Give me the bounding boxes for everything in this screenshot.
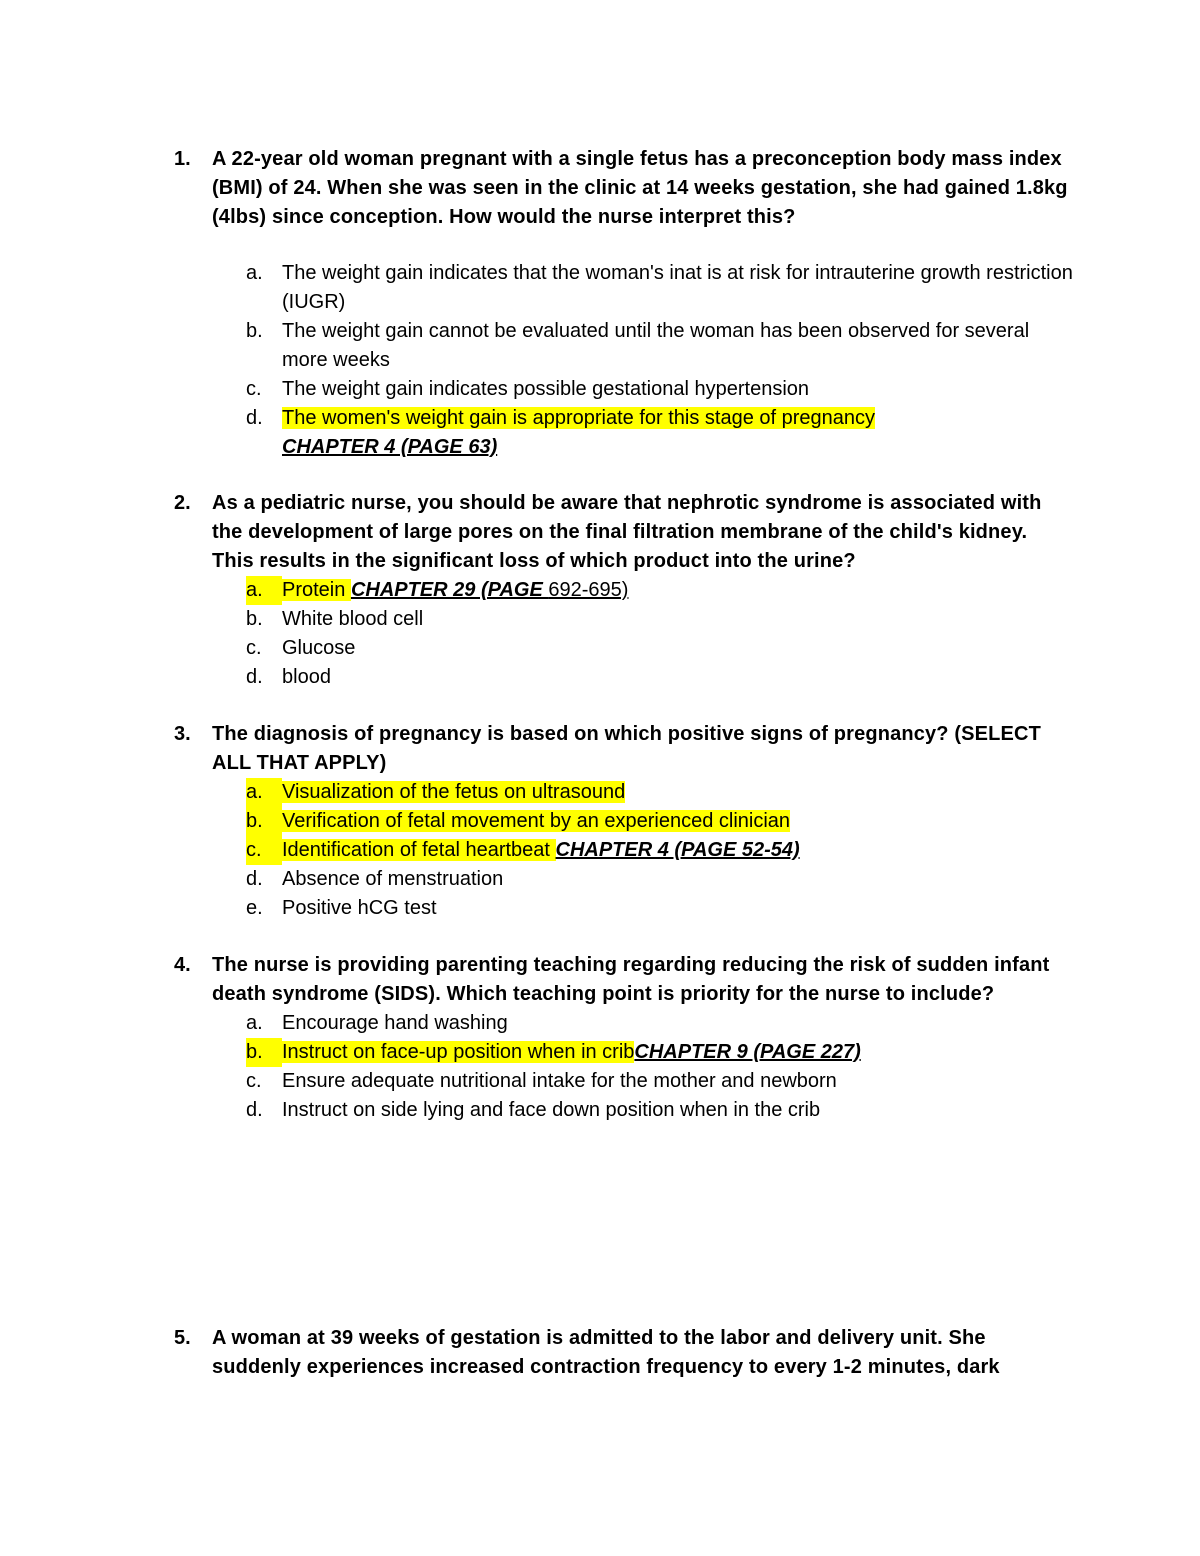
- answer-option: [246, 605, 1074, 634]
- option-letter: b.: [246, 320, 263, 342]
- option-letter: d.: [246, 1099, 263, 1121]
- option-letter: c.: [246, 378, 262, 400]
- answer-option-correct: [246, 836, 1074, 865]
- highlighted-answer: Verification of fetal movement by an experienced clinician: [282, 810, 791, 832]
- answer-options: [246, 778, 1074, 923]
- option-letter: d.: [246, 666, 263, 688]
- question-5: [174, 1324, 1074, 1382]
- option-letter: d.: [246, 407, 263, 429]
- option-letter: a.: [246, 262, 263, 284]
- option-text: White blood cell: [282, 608, 424, 630]
- question-text: A 22-year old woman pregnant with a single fetus has a preconception body mass index (BMI) of 24. When she was seen in the clinic at 14 weeks gestation, she had gained 1.8kg (4lbs) since conception. How would the nurse interpret this?: [212, 148, 1068, 228]
- option-letter: c.: [246, 836, 282, 865]
- answer-option: [246, 663, 1074, 692]
- option-letter: a.: [246, 1012, 263, 1034]
- option-text: The weight gain cannot be evaluated until the woman has been observed for several more weeks: [282, 320, 1030, 371]
- answer-option: [246, 259, 1074, 317]
- question-stem: [174, 1324, 1074, 1382]
- answer-option-correct: [246, 807, 1074, 836]
- option-text: Instruct on side lying and face down position when in the crib: [282, 1099, 821, 1121]
- option-letter: a.: [246, 576, 282, 605]
- chapter-reference: CHAPTER 29 (PAGE 692-695): [350, 579, 629, 601]
- answer-option-correct: [246, 576, 1074, 605]
- option-letter: b.: [246, 807, 282, 836]
- highlighted-answer: The women's weight gain is appropriate for this stage of pregnancy: [282, 407, 876, 429]
- highlighted-answer: Visualization of the fetus on ultrasound: [282, 781, 626, 803]
- question-number: 2.: [174, 492, 191, 514]
- question-stem: [174, 720, 1074, 778]
- chapter-reference: CHAPTER 4 (PAGE 52-54): [555, 839, 800, 861]
- question-text: As a pediatric nurse, you should be aware that nephrotic syndrome is associated with the development of large pores on the final filtration membrane of the child's kidney. This results in the significant loss of which product into the urine?: [212, 492, 1042, 572]
- option-letter: b.: [246, 1038, 282, 1067]
- chapter-reference: CHAPTER 4 (PAGE 63): [282, 436, 498, 458]
- option-text: Ensure adequate nutritional intake for the mother and newborn: [282, 1070, 837, 1092]
- highlighted-answer: Protein: [282, 579, 351, 601]
- answer-option-correct: [246, 778, 1074, 807]
- question-text: A woman at 39 weeks of gestation is admitted to the labor and delivery unit. She suddenly experiences increased contraction frequency to every 1-2 minutes, dark: [212, 1327, 1000, 1378]
- question-4: [174, 951, 1074, 1125]
- option-letter: b.: [246, 608, 263, 630]
- question-3: [174, 720, 1074, 923]
- highlighted-answer: Instruct on face-up position when in crib: [282, 1041, 635, 1063]
- answer-option: [246, 634, 1074, 663]
- option-text: The weight gain indicates that the woman's inat is at risk for intrauterine growth restriction (IUGR): [282, 262, 1073, 313]
- question-number: 3.: [174, 723, 191, 745]
- option-text: Absence of menstruation: [282, 868, 504, 890]
- question-text: The nurse is providing parenting teaching regarding reducing the risk of sudden infant death syndrome (SIDS). Which teaching point is priority for the nurse to include?: [212, 954, 1050, 1005]
- option-text: Glucose: [282, 637, 356, 659]
- chapter-reference: CHAPTER 9 (PAGE 227): [634, 1041, 861, 1063]
- option-text: Encourage hand washing: [282, 1012, 508, 1034]
- highlighted-answer: Identification of fetal heartbeat: [282, 839, 556, 861]
- answer-option: [246, 375, 1074, 404]
- answer-option: [246, 1096, 1074, 1125]
- answer-option: [246, 894, 1074, 923]
- answer-option-correct: [246, 404, 1074, 462]
- question-1: [174, 145, 1074, 462]
- answer-option: [246, 865, 1074, 894]
- option-letter: c.: [246, 1070, 262, 1092]
- question-2: [174, 489, 1074, 692]
- question-stem: [174, 489, 1074, 576]
- answer-options: [246, 1009, 1074, 1125]
- question-stem: [174, 145, 1074, 232]
- question-stem: [174, 951, 1074, 1009]
- option-letter: c.: [246, 637, 262, 659]
- question-number: 5.: [174, 1327, 191, 1349]
- option-text: Positive hCG test: [282, 897, 437, 919]
- question-text: The diagnosis of pregnancy is based on which positive signs of pregnancy? (SELECT ALL THAT APPLY): [212, 723, 1041, 774]
- answer-options: [246, 576, 1074, 692]
- question-number: 4.: [174, 954, 191, 976]
- answer-option: [246, 317, 1074, 375]
- answer-option: [246, 1009, 1074, 1038]
- answer-option: [246, 1067, 1074, 1096]
- option-letter: e.: [246, 897, 263, 919]
- option-text: blood: [282, 666, 331, 688]
- option-text: The weight gain indicates possible gestational hypertension: [282, 378, 810, 400]
- question-number: 1.: [174, 148, 191, 170]
- option-letter: d.: [246, 868, 263, 890]
- answer-option-correct: [246, 1038, 1074, 1067]
- answer-options: [246, 259, 1074, 462]
- option-letter: a.: [246, 778, 282, 807]
